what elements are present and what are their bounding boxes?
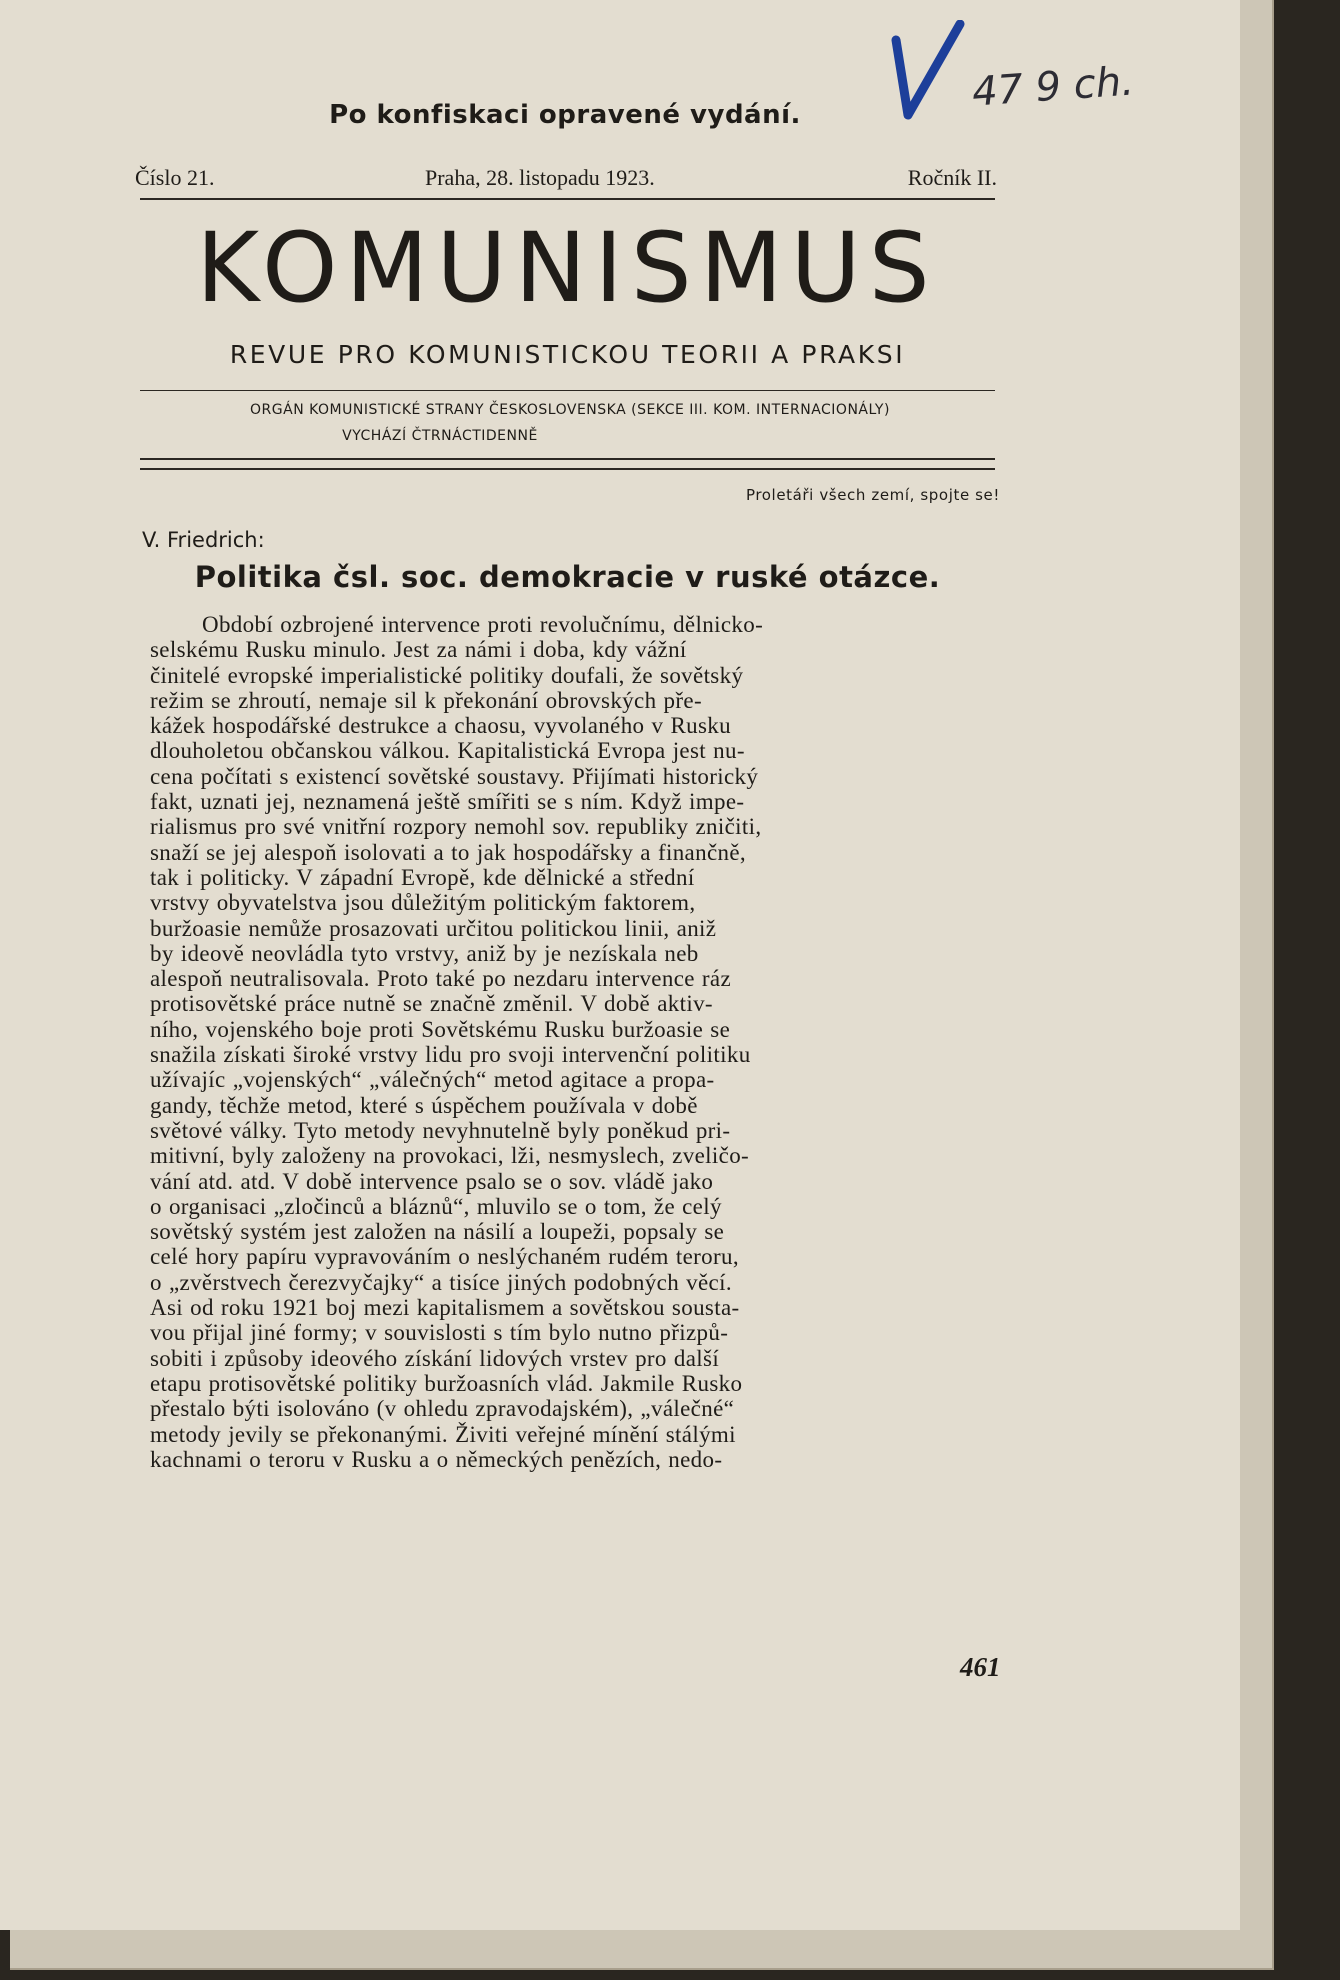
header-rule xyxy=(140,198,995,200)
body-line: Asi od roku 1921 boj mezi kapitalismem a sovětskou sousta- xyxy=(150,1295,740,1321)
body-line: metody jevily se překonanými. Živiti veřejné mínění stálými xyxy=(150,1421,736,1447)
article-body xyxy=(150,612,1005,1472)
body-line: gandy, těchže metod, které s úspěchem používala v době xyxy=(150,1092,698,1118)
body-line: dlouholetou občanskou válkou. Kapitalistická Evropa jest nu- xyxy=(150,738,745,764)
body-line: vání atd. atd. V době intervence psalo se o sov. vládě jako xyxy=(150,1168,714,1194)
body-line: cena počítati s existencí sovětské soustavy. Přijímati historický xyxy=(150,763,759,789)
body-line: vou přijal jiné formy; v souvislosti s tím bylo nutno přizpů- xyxy=(150,1320,729,1346)
body-line: snaží se jej alespoň isolovati a to jak hospodářsky a finančně, xyxy=(150,839,747,865)
body-line: o „zvěrstvech čerezvyčajky“ a tisíce jiných podobných věcí. xyxy=(150,1269,732,1295)
body-line: celé hory papíru vypravováním o neslýchaném rudém teroru, xyxy=(150,1244,739,1270)
body-line: ního, vojenského boje proti Sovětskému Rusku buržoasie se xyxy=(150,1016,731,1042)
body-line: režim se zhroutí, nemaje sil k překonání obrovských pře- xyxy=(150,687,702,713)
body-line: buržoasie nemůže prosazovati určitou politickou linii, aniž xyxy=(150,915,717,941)
masthead-rule-bottom xyxy=(140,468,995,470)
issue-volume: Ročník II. xyxy=(907,165,997,190)
handwritten-note: 47 9 ch. xyxy=(970,58,1136,116)
body-line: snažila získati široké vrstvy lidu pro svoji intervenční politiku xyxy=(150,1042,751,1068)
body-line: etapu protisovětské politiky buržoasních vlád. Jakmile Rusko xyxy=(150,1370,743,1396)
article-title: Politika čsl. soc. demokracie v ruské otázce. xyxy=(194,560,941,594)
masthead-subtitle: REVUE PRO KOMUNISTICKOU TEORII A PRAKSI xyxy=(229,340,906,369)
reissue-note: Po konfiskaci opravené vydání. xyxy=(329,100,801,130)
body-line: by ideově neovládla tyto vrstvy, aniž by je nezískala neb xyxy=(150,940,699,966)
frequency-line: VYCHÁZÍ ČTRNÁCTIDENNĚ xyxy=(342,428,538,444)
organ-line: ORGÁN KOMUNISTICKÉ STRANY ČESKOSLOVENSKA (SEKCE III. KOM. INTERNACIONÁLY) xyxy=(250,402,890,418)
body-line: sovětský systém jest založen na násilí a loupeži, popsaly se xyxy=(150,1219,725,1245)
issue-place-date: Praha, 28. listopadu 1923. xyxy=(425,165,655,190)
body-line: kážek hospodářské destrukce a chaosu, vyvolaného v Rusku xyxy=(150,713,732,739)
body-line: přestalo býti isolováno (v ohledu zpravodajském), „válečné“ xyxy=(150,1396,735,1422)
masthead-title: KOMUNISMUS xyxy=(196,212,938,324)
body-line: kachnami o teroru v Rusku a o německých penězích, nedo- xyxy=(150,1446,723,1472)
article-author: V. Friedrich: xyxy=(142,528,265,552)
subtitle-rule xyxy=(140,390,995,391)
body-line: sobiti i způsoby ideového získání lidových vrstev pro další xyxy=(150,1345,720,1371)
body-line: světové války. Tyto metody nevyhnutelně byly poněkud pri- xyxy=(150,1117,731,1143)
body-line: Období ozbrojené intervence proti revolučnímu, dělnicko- xyxy=(202,612,764,637)
motto: Proletáři všech zemí, spojte se! xyxy=(745,486,1000,504)
body-line: vrstvy obyvatelstva jsou důležitým politickým faktorem, xyxy=(150,890,696,916)
body-line: činitelé evropské imperialistické politiky doufali, že sovětský xyxy=(150,662,744,688)
body-line: rialismus pro své vnitřní rozpory nemohl sov. republiky zničiti, xyxy=(150,814,762,840)
issue-number: Číslo 21. xyxy=(135,165,215,190)
masthead-rule-top xyxy=(140,458,995,460)
body-line: selskému Rusku minulo. Jest za námi i doba, kdy vážní xyxy=(150,637,687,663)
page-number: 461 xyxy=(960,1652,1001,1682)
body-line: protisovětské práce nutně se značně změnil. V době aktiv- xyxy=(150,991,713,1017)
body-line: alespoň neutralisovala. Proto také po nezdaru intervence ráz xyxy=(150,966,732,992)
body-line: o organisaci „zločinců a bláznů“, mluvilo se o tom, že celý xyxy=(150,1193,722,1219)
body-line: užívajíc „vojenských“ „válečných“ metod agitace a propa- xyxy=(150,1067,715,1093)
body-line: fakt, uznati jej, neznamená ještě smířiti se s ním. Když impe- xyxy=(150,789,745,815)
body-line: tak i politicky. V západní Evropě, kde dělnické a střední xyxy=(150,864,695,890)
body-line: mitivní, byly založeny na provokaci, lži, nesmyslech, zveličo- xyxy=(150,1143,750,1169)
